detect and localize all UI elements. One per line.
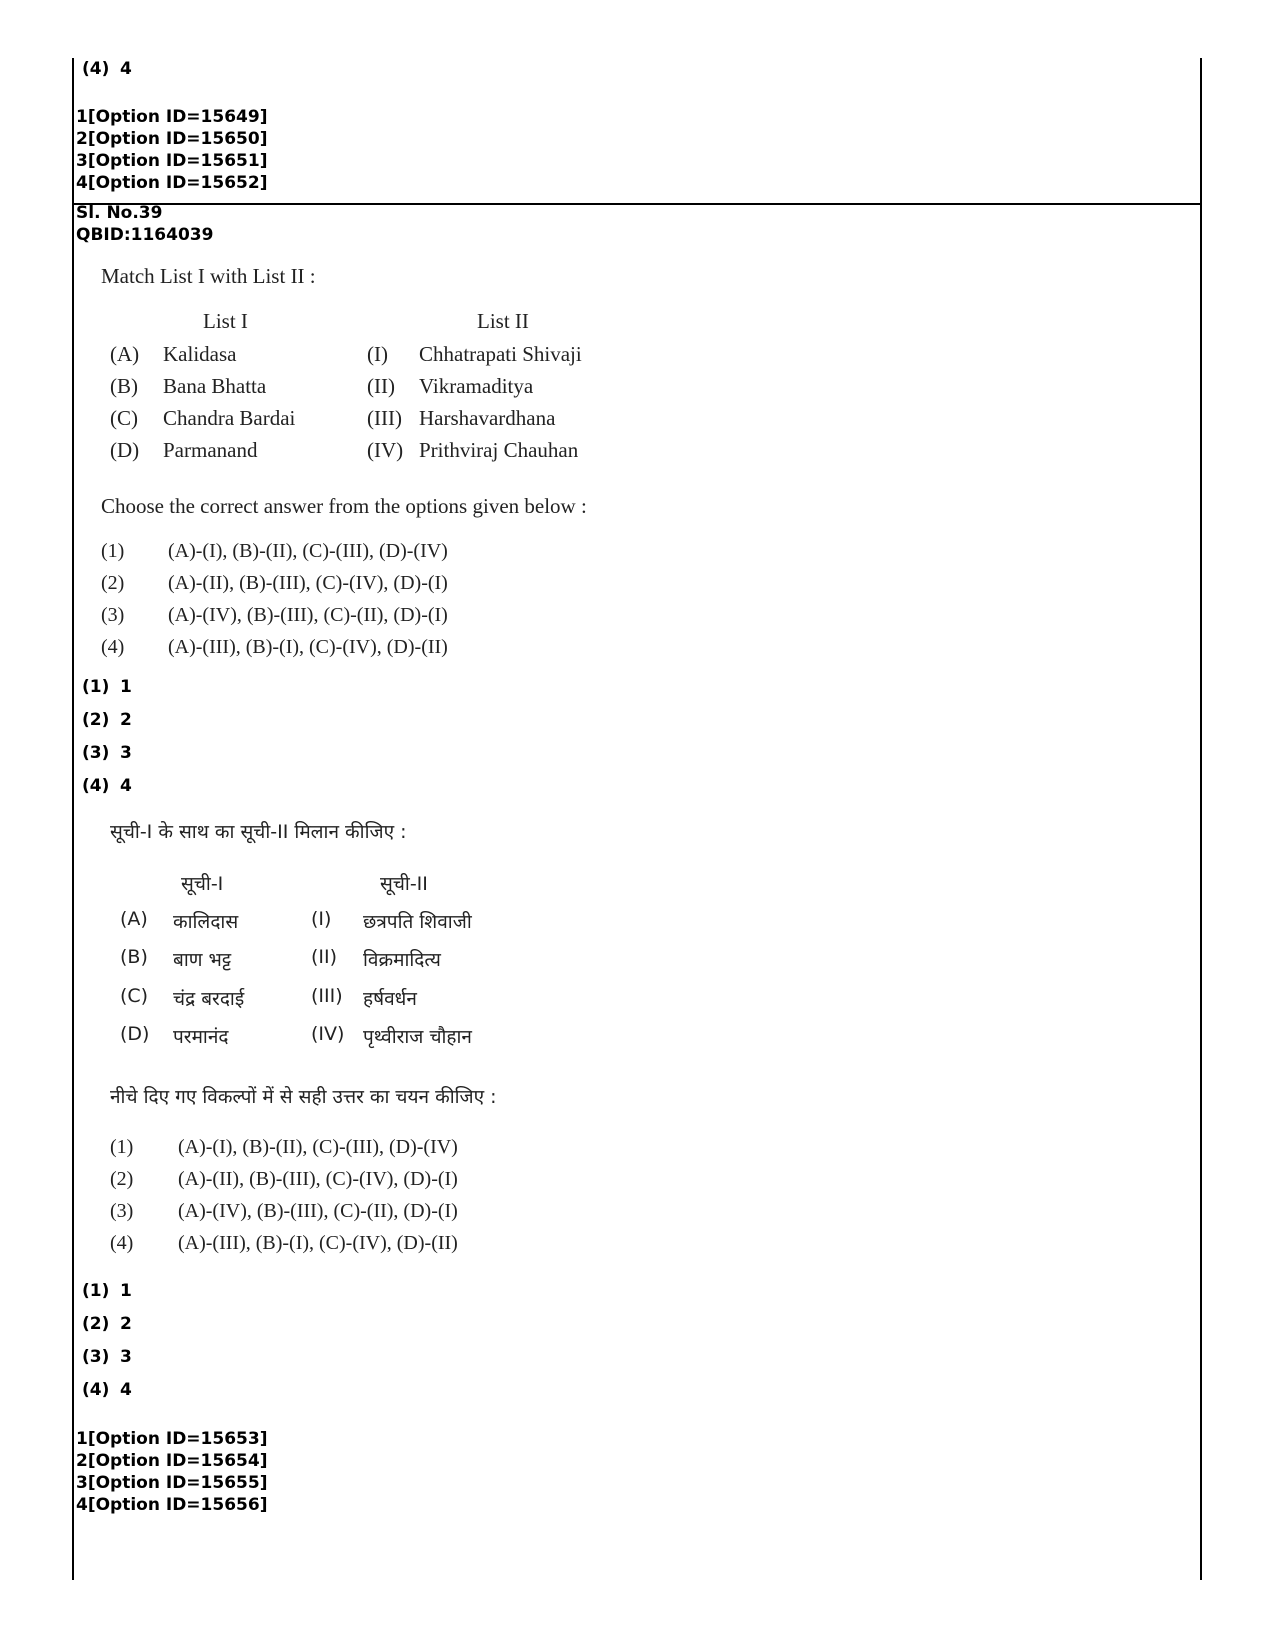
- serial-number: Sl. No.39: [76, 203, 163, 223]
- list2-item: पृथ्वीराज चौहान: [363, 1026, 472, 1048]
- list1-item: बाण भट्ट: [173, 949, 232, 971]
- option-id-line: 2[Option ID=15650]: [76, 129, 268, 149]
- option-id-list: [76, 1428, 267, 1516]
- option-number: (1): [110, 1136, 134, 1158]
- option-id-line: 1[Option ID=15649]: [76, 107, 268, 127]
- choice-number: (1): [82, 1281, 110, 1301]
- list2-item: Chhatrapati Shivaji: [419, 342, 582, 366]
- list2-label: (I): [367, 342, 388, 366]
- choice-number: (1): [82, 677, 110, 697]
- choice-value: 3: [120, 1347, 132, 1367]
- list2-item: Harshavardhana: [419, 406, 556, 430]
- option-number: (3): [110, 1200, 134, 1222]
- list1-item: Kalidasa: [163, 342, 237, 366]
- choice-value: 4: [120, 59, 132, 79]
- option-id-line: 1[Option ID=15653]: [76, 1429, 268, 1449]
- list1-label: (D): [110, 438, 140, 462]
- qbid: QBID:1164039: [76, 225, 214, 245]
- choice-value: 3: [120, 743, 132, 763]
- choice-value: 4: [120, 1380, 132, 1400]
- option-number: (1): [101, 540, 125, 562]
- answer-choice: [82, 1280, 132, 1302]
- prev-answer-choice-4: [82, 58, 132, 80]
- answer-choice: [82, 742, 132, 764]
- option-id-line: 3[Option ID=15655]: [76, 1473, 268, 1493]
- list1-item: Chandra Bardai: [163, 406, 296, 430]
- list1-label: (C): [120, 985, 149, 1007]
- list2-label: (II): [367, 374, 395, 398]
- list1-item: कालिदास: [173, 911, 239, 933]
- choose-instruction-en: Choose the correct answer from the options given below :: [101, 494, 587, 518]
- option-text: (A)-(IV), (B)-(III), (C)-(II), (D)-(I): [168, 604, 448, 626]
- option-id-line: 4[Option ID=15656]: [76, 1495, 268, 1515]
- list1-item: Bana Bhatta: [163, 374, 267, 398]
- option-number: (3): [101, 604, 125, 626]
- option-text: (A)-(III), (B)-(I), (C)-(IV), (D)-(II): [178, 1232, 458, 1254]
- option-text: (A)-(I), (B)-(II), (C)-(III), (D)-(IV): [168, 540, 448, 562]
- list2-header-hi: सूची-II: [380, 873, 428, 895]
- list2-label: (IV): [367, 438, 404, 462]
- choice-number: (4): [82, 59, 110, 79]
- option-text: (A)-(II), (B)-(III), (C)-(IV), (D)-(I): [178, 1168, 458, 1190]
- list1-item: Parmanand: [163, 438, 258, 462]
- list1-header-hi: सूची-I: [181, 873, 224, 895]
- option-id-line: 4[Option ID=15652]: [76, 173, 268, 193]
- option-text: (A)-(IV), (B)-(III), (C)-(II), (D)-(I): [178, 1200, 458, 1222]
- answer-choice: [82, 775, 132, 797]
- question-separator: [72, 203, 1202, 205]
- choice-number: (3): [82, 743, 110, 763]
- question-prompt-hi: सूची-I के साथ का सूची-II मिलान कीजिए :: [110, 821, 407, 843]
- list2-label: (III): [367, 406, 402, 430]
- list1-label: (B): [110, 374, 138, 398]
- list2-label: (III): [311, 985, 343, 1007]
- choose-instruction-hi: नीचे दिए गए विकल्पों में से सही उत्तर का चयन कीजिए :: [110, 1086, 497, 1108]
- option-number: (4): [101, 636, 125, 658]
- list1-item: चंद्र बरदाई: [173, 988, 245, 1010]
- list2-item: Vikramaditya: [419, 374, 534, 398]
- option-text: (A)-(III), (B)-(I), (C)-(IV), (D)-(II): [168, 636, 448, 658]
- option-number: (4): [110, 1232, 134, 1254]
- option-id-line: 2[Option ID=15654]: [76, 1451, 268, 1471]
- list1-label: (A): [110, 342, 140, 366]
- answer-choice: [82, 1379, 132, 1401]
- option-number: (2): [101, 572, 125, 594]
- list2-header-en: List II: [477, 309, 529, 333]
- choice-value: 2: [120, 710, 132, 730]
- list1-header-en: List I: [203, 309, 248, 333]
- prev-option-id-list: [76, 106, 267, 194]
- choice-value: 1: [120, 677, 132, 697]
- choice-value: 1: [120, 1281, 132, 1301]
- answer-choice: [82, 709, 132, 731]
- choice-number: (2): [82, 1314, 110, 1334]
- option-number: (2): [110, 1168, 134, 1190]
- answer-choice: [82, 676, 132, 698]
- choice-value: 4: [120, 776, 132, 796]
- list2-item: Prithviraj Chauhan: [419, 438, 579, 462]
- list1-label: (A): [120, 908, 148, 930]
- list1-label: (B): [120, 946, 148, 968]
- list1-item: परमानंद: [173, 1026, 229, 1048]
- list1-label: (D): [120, 1023, 150, 1045]
- page-border-left: [72, 58, 74, 1580]
- choice-number: (2): [82, 710, 110, 730]
- page-border-right: [1200, 58, 1202, 1580]
- question-prompt-en: Match List I with List II :: [101, 264, 316, 288]
- list2-label: (I): [311, 908, 332, 930]
- list2-item: विक्रमादित्य: [363, 949, 441, 971]
- list2-label: (II): [311, 946, 338, 968]
- question-header: [76, 202, 213, 246]
- choice-number: (3): [82, 1347, 110, 1367]
- list2-label: (IV): [311, 1023, 345, 1045]
- choice-number: (4): [82, 1380, 110, 1400]
- choice-number: (4): [82, 776, 110, 796]
- list2-item: छत्रपति शिवाजी: [363, 911, 472, 933]
- choice-value: 2: [120, 1314, 132, 1334]
- answer-choice: [82, 1346, 132, 1368]
- option-text: (A)-(II), (B)-(III), (C)-(IV), (D)-(I): [168, 572, 448, 594]
- option-id-line: 3[Option ID=15651]: [76, 151, 268, 171]
- answer-choice: [82, 1313, 132, 1335]
- option-text: (A)-(I), (B)-(II), (C)-(III), (D)-(IV): [178, 1136, 458, 1158]
- list1-label: (C): [110, 406, 138, 430]
- list2-item: हर्षवर्धन: [363, 988, 417, 1010]
